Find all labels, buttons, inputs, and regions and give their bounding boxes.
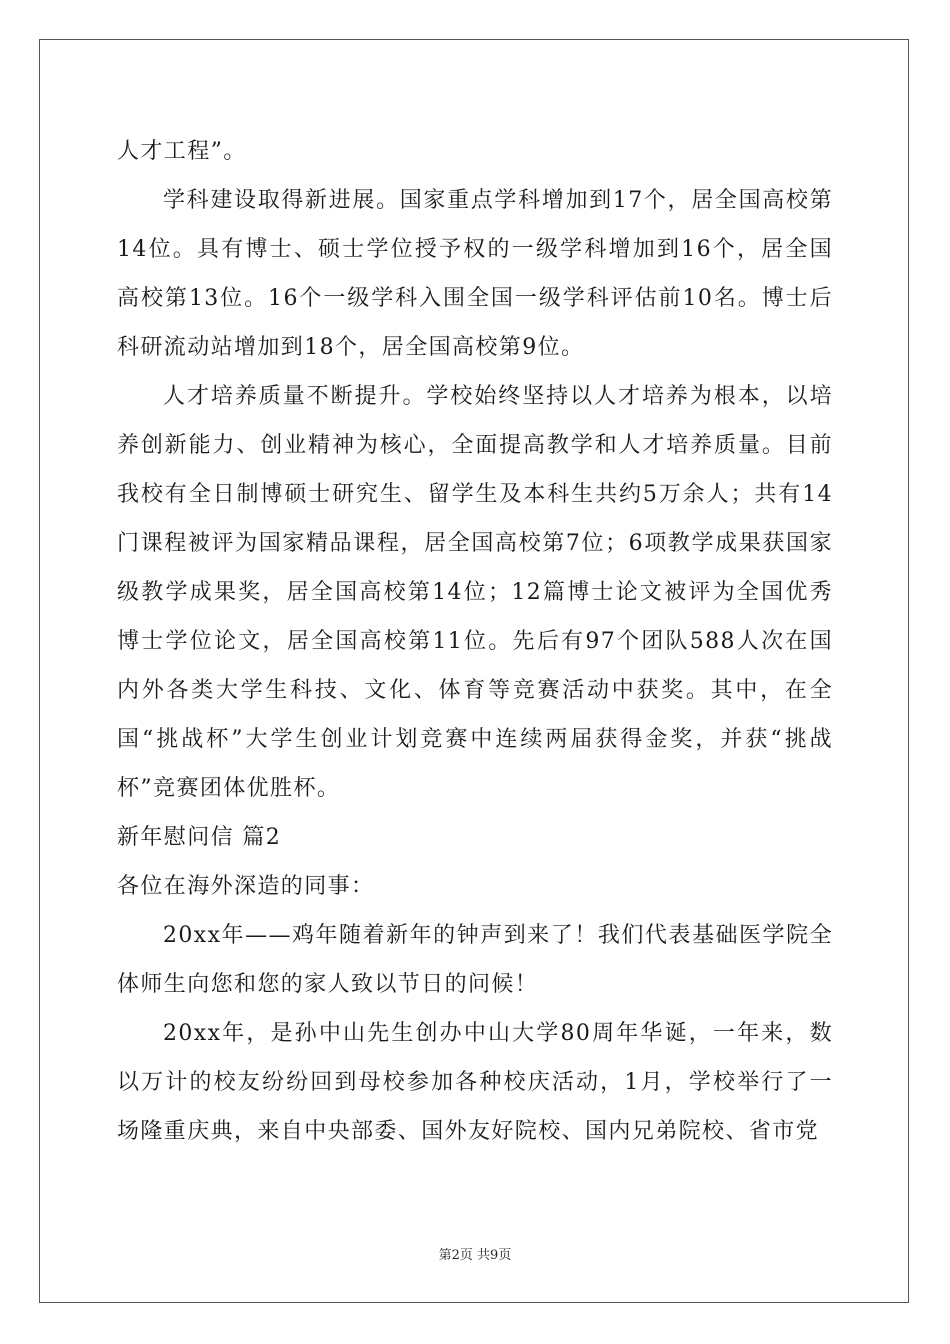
paragraph: 人才工程”。 bbox=[117, 139, 247, 164]
paragraph: 学科建设取得新进展。国家重点学科增加到17个，居全国高校第14位。具有博士、硕士学位授予权的一级学科增加到16个，居全国高校第13位。16个一级学科入围全国一级学科评估前10名。博士后科研流动站增加到18个，居全国高校第9位。 bbox=[117, 188, 833, 360]
paragraph: 20xx年，是孙中山先生创办中山大学80周年华诞，一年来，数以万计的校友纷纷回到母校参加各种校庆活动，1月，学校举行了一场隆重庆典，来自中央部委、国外友好院校、国内兄弟院校、省市党 bbox=[117, 1021, 833, 1144]
document-body bbox=[117, 127, 833, 1156]
paragraph: 20xx年——鸡年随着新年的钟声到来了！我们代表基础医学院全体师生向您和您的家人致以节日的问候！ bbox=[117, 923, 833, 997]
paragraph: 人才培养质量不断提升。学校始终坚持以人才培养为根本，以培养创新能力、创业精神为核心，全面提高教学和人才培养质量。目前我校有全日制博硕士研究生、留学生及本科生共约5万余人；共有14门课程被评为国家精品课程，居全国高校第7位；6项教学成果获国家级教学成果奖，居全国高校第14位；12篇博士论文被评为全国优秀博士学位论文，居全国高校第11位。先后有97个团队588人次在国内外各类大学生科技、文化、体育等竞赛活动中获奖。其中，在全国“挑战杯”大学生创业计划竞赛中连续两届获得金奖，并获“挑战杯”竞赛团体优胜杯。 bbox=[117, 384, 833, 801]
page-number: 第2页 共9页 bbox=[438, 1248, 512, 1263]
paragraph: 各位在海外深造的同事： bbox=[117, 874, 375, 899]
page-footer bbox=[0, 1248, 950, 1264]
paragraph: 新年慰问信 篇2 bbox=[117, 825, 282, 850]
